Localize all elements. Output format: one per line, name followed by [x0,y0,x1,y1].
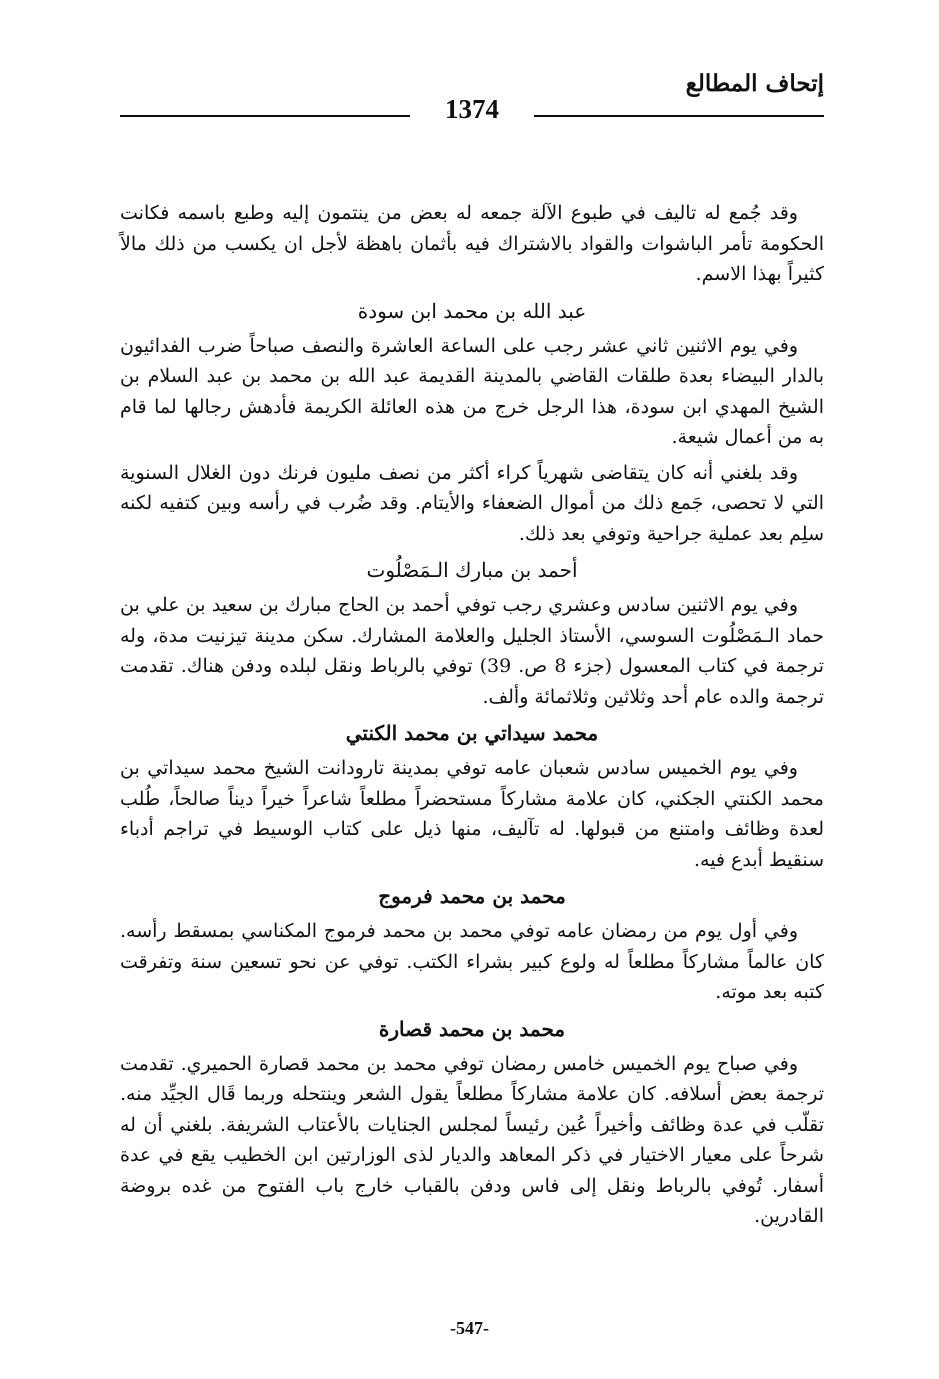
page-body [120,198,824,1237]
paragraph: وفي يوم الاثنين سادس وعشري رجب توفي أحمد بن الحاج مبارك بن سعيد بن علي بن حماد الـمَصْلُوت السوسي، الأستاذ الجليل والعلامة المشارك. سكن مدينة تيزنيت مدة، وله ترجمة في كتاب المعسول (جزء 8 ص. 39) توفي بالرباط ونقل لبلده ودفن هناك. تقدمت ترجمة والده عام أحد وثلاثين وثلاثمائة وألف. [120,594,825,708]
running-title: إتحاف المطالع [685,70,824,97]
header-rule-left [120,115,410,117]
header-rule-right [534,115,824,117]
paragraph: وفي يوم الخميس سادس شعبان عامه توفي بمدينة تارودانت الشيخ محمد سيداتي بن محمد الكنتي الجكني، كان علامة مشاركاً مستحضراً مطلعاً شاعراً خيراً ديناً صالحاً، طُلب لعدة وظائف وامتنع من قبولها. له تآليف، منها ذيل على كتاب الوسيط في تراجم أدباء سنقيط أبدع فيه. [120,757,824,871]
year-heading: 1374 [445,94,499,124]
section-heading: أحمد بن مبارك الـمَصْلُوت [366,558,578,582]
paragraph: وقد جُمع له تاليف في طبوع الآلة جمعه له بعض من ينتمون إليه وطبع باسمه فكانت الحكومة تأمر الباشوات والقواد بالاشتراك فيه بأثمان باهظة لأجل ان يكسب من ذلك مالاً كثيراً بهذا الاسم. [120,202,824,285]
section-heading: محمد بن محمد قصارة [378,1016,566,1041]
section-heading: محمد سيداتي بن محمد الكنتي [345,721,599,745]
paragraph: وقد بلغني أنه كان يتقاضى شهرياً كراء أكثر من نصف مليون فرنك دون الغلال السنوية التي لا تحصى، جَمع ذلك من أموال الضعفاء والأيتام. وقد ضُرب في رأسه وبين كتفيه لكنه سلِم بعد عملية جراحية وتوفي بعد ذلك. [120,461,824,545]
paragraph: وفي أول يوم من رمضان عامه توفي محمد بن محمد فرموج المكناسي بمسقط رأسه. كان عالماً مشاركاً مطلعاً له ولوع كبير بشراء الكتب. توفي عن نحو تسعين سنة وتفرقت كتبه بعد موته. [120,920,824,1003]
section-heading: عبد الله بن محمد ابن سودة [357,298,587,323]
page-header [120,68,824,128]
paragraph: وفي يوم الاثنين ثاني عشر رجب على الساعة العاشرة والنصف صباحاً ضرب الفدائيون بالدار البيضاء بعدة طلقات القاضي بالمدينة القديمة عبد الله بن محمد بن عبد السلام بن الشيخ المهدي ابن سودة، هذا الرجل خرج من هذه العائلة الكريمة فأدهش رجالها لما قام به من أعمال شيعة. [120,334,824,448]
paragraph: وفي صباح يوم الخميس خامس رمضان توفي محمد بن محمد قصارة الحميري. تقدمت ترجمة بعض أسلافه. كان علامة مشاركاً مطلعاً يقول الشعر وينتحله وربما قَال الجيِّد منه. تقلّب في عدة وظائف وأخيراً عُين رئيساً لمجلس الجنايات بالأعتاب الشريفة. بلغني أن له شرحاً على معيار الاختيار في ذكر المعاهد والديار لذى الوزارتين ابن الخطيب يقع في عدة أسفار. تُوفي بالرباط ونقل إلى فاس ودفن بالقباب خارج باب الفتوح من غده بروضة القادرين. [120,1052,824,1227]
page-number: -547- [450,1318,489,1338]
section-heading: محمد بن محمد فرموج [378,884,566,908]
